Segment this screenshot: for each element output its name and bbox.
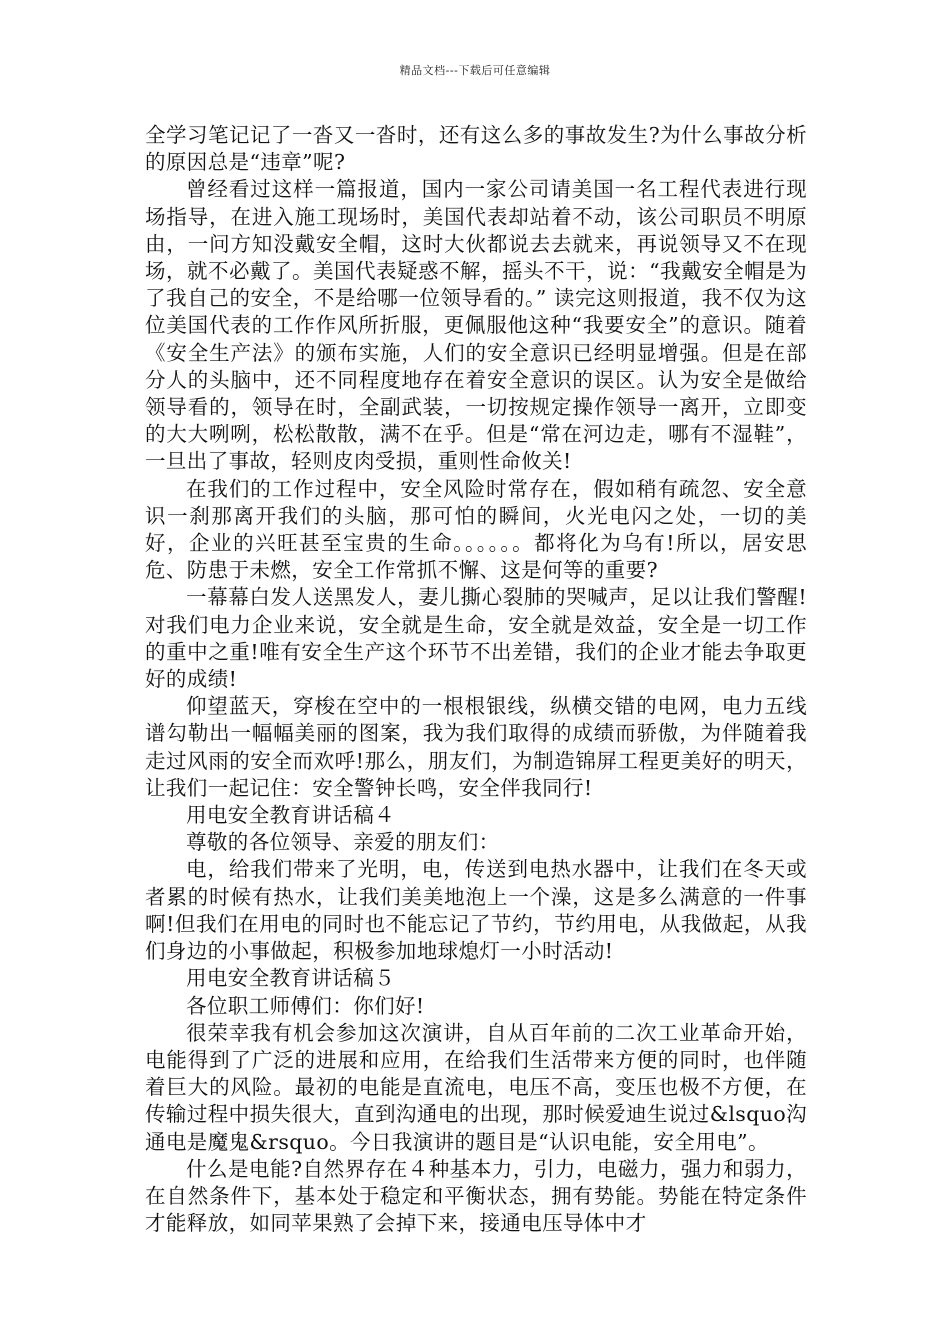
section-heading: 用电安全教育讲话稿５ bbox=[186, 966, 395, 991]
salutation: 尊敬的各位领导、亲爱的朋友们： bbox=[186, 830, 500, 855]
document-body bbox=[145, 122, 807, 1237]
page-header-note: 精品文档---下载后可任意编辑 bbox=[399, 64, 551, 77]
paragraph: 全学习笔记记了一沓又一沓时，还有这么多的事故发生?为什么事故分析的原因总是“违章”呢? bbox=[145, 123, 807, 175]
paragraph: 曾经看过这样一篇报道，国内一家公司请美国一名工程代表进行现场指导，在进入施工现场时，美国代表却站着不动，该公司职员不明原由，一问方知没戴安全帽，这时大伙都说去去就来，再说领导又不在现场，就不必戴了。美国代表疑惑不解，摇头不干，说：“我戴安全帽是为了我自己的安全，不是给哪一位领导看的。” 读完这则报道，我不仅为这位美国代表的工作作风所折服，更佩服他这种“我要安全”的意识。随着《安全生产法》的颁布实施，人们的安全意识已经明显增强。但是在部分人的头脑中，还不同程度地存在着安全意识的误区。认为安全是做给领导看的，领导在时，全副武装，一切按规定操作领导一离开，立即变的大大咧咧，松松散散，满不在乎。但是“常在河边走，哪有不湿鞋”，一旦出了事故，轻则皮肉受损，重则性命攸关! bbox=[145, 177, 807, 474]
paragraph: 很荣幸我有机会参加这次演讲，自从百年前的二次工业革命开始，电能得到了广泛的进展和应用，在给我们生活带来方便的同时，也伴随着巨大的风险。最初的电能是直流电，电压不高，变压也极不方便，在传输过程中损失很大，直到沟通电的出现，那时候爱迪生说过&lsquo沟通电是魔鬼&rsquo。今日我演讲的题目是“认识电能，安全用电”。 bbox=[145, 1020, 807, 1154]
salutation: 各位职工师傅们：你们好! bbox=[186, 993, 425, 1018]
paragraph: 什么是电能?自然界存在４种基本力，引力，电磁力，强力和弱力，在自然条件下，基本处于稳定和平衡状态，拥有势能。势能在特定条件才能释放，如同苹果熟了会掉下来，接通电压导体中才 bbox=[145, 1156, 807, 1236]
paragraph: 电，给我们带来了光明，电，传送到电热水器中，让我们在冬天或者累的时候有热水，让我们美美地泡上一个澡，这是多么满意的一件事啊!但我们在用电的同时也不能忘记了节约，节约用电，从我做起，从我们身边的小事做起，积极参加地球熄灯一小时活动! bbox=[145, 857, 807, 964]
paragraph: 在我们的工作过程中，安全风险时常存在，假如稍有疏忽、安全意识一刹那离开我们的头脑，那可怕的瞬间，火光电闪之处，一切的美好，企业的兴旺甚至宝贵的生命。。。。。。都将化为乌有!所以，居安思危、防患于未燃，安全工作常抓不懈、这是何等的重要? bbox=[145, 476, 807, 583]
section-heading: 用电安全教育讲话稿４ bbox=[186, 803, 395, 828]
paragraph: 一幕幕白发人送黑发人，妻儿撕心裂肺的哭喊声，足以让我们警醒!对我们电力企业来说，安全就是生命，安全就是效益，安全是一切工作的重中之重!唯有安全生产这个环节不出差错，我们的企业才能去争取更好的成绩! bbox=[145, 585, 807, 692]
paragraph: 仰望蓝天，穿梭在空中的一根根银线，纵横交错的电网，电力五线谱勾勒出一幅幅美丽的图案，我为我们取得的成绩而骄傲，为伴随着我走过风雨的安全而欢呼!那么，朋友们，为制造锦屏工程更美好的明天，让我们一起记住：安全警钟长鸣，安全伴我同行! bbox=[145, 694, 807, 800]
